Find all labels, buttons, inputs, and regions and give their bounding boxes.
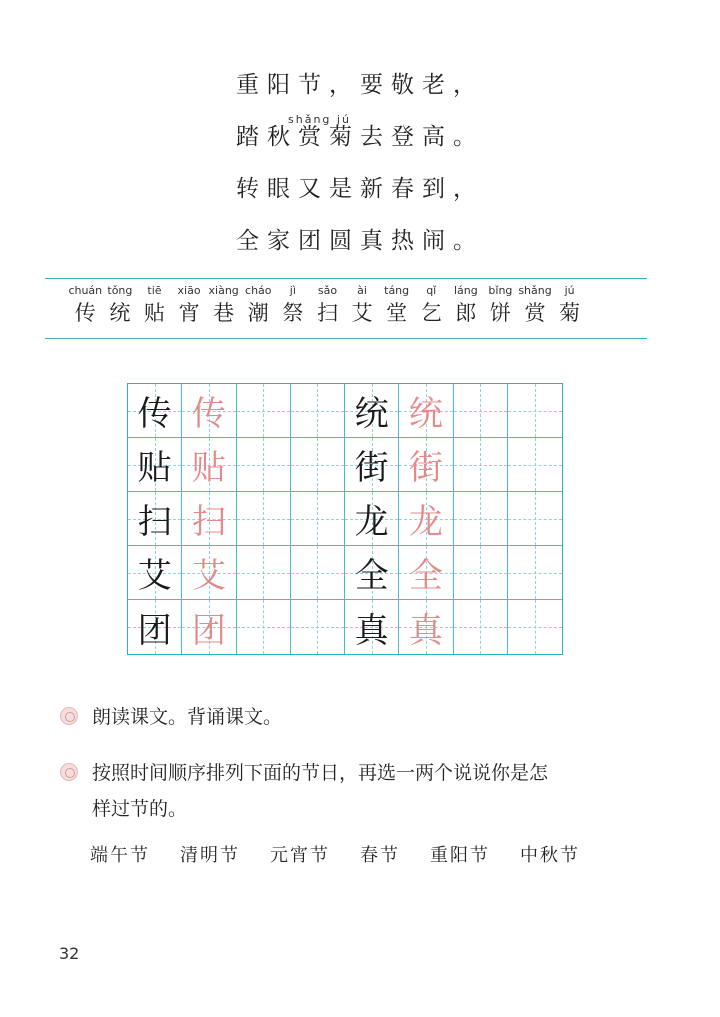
trace-character: 街 [408,448,443,488]
vocab-item [137,284,172,326]
model-character: 艾 [137,556,172,596]
holiday-list [90,841,610,867]
grid-cell [182,546,236,600]
grid-cell [508,438,562,492]
grid-cell [454,600,508,654]
vocab-hanzi: 潮 [247,301,269,325]
holiday-item: 中秋节 [520,845,580,866]
holiday-item: 端午节 [90,845,150,866]
exercise-bullet-icon [60,707,78,725]
grid-cell [128,600,182,654]
grid-cell [345,438,399,492]
grid-cell [128,492,182,546]
model-character: 贴 [137,448,172,488]
holiday-item: 清明节 [180,845,240,866]
vocab-hanzi: 饼 [489,301,511,325]
vocab-hanzi: 乞 [420,301,442,325]
vocab-top-rule [45,278,647,279]
grid-cell [237,600,291,654]
grid-cell [291,438,345,492]
vocab-item [449,284,484,326]
vocab-item [379,284,414,326]
grid-cell [128,384,182,438]
vocab-hanzi: 贴 [143,301,165,325]
vocab-hanzi: 堂 [386,301,408,325]
grid-cell [237,384,291,438]
grid-cell [182,384,236,438]
grid-cell [454,492,508,546]
trace-character: 传 [191,394,226,434]
trace-character: 扫 [191,502,226,542]
grid-cell [399,384,453,438]
exercise-2-line-1: 按照时间顺序排列下面的节日，再选一两个说说你是怎 [92,762,549,784]
holiday-item: 元宵节 [270,845,330,866]
vocab-item [310,284,345,326]
vocab-pinyin: cháo [245,284,272,297]
poem-line-1: 重阳节，要敬老， [236,72,484,98]
page-number: 32 [59,944,80,963]
vocab-pinyin: shǎng [518,284,552,297]
vocab-hanzi: 巷 [213,301,235,325]
grid-cell [345,384,399,438]
grid-cell [237,546,291,600]
model-character: 扫 [137,502,172,542]
vocab-item [206,284,241,326]
trace-character: 贴 [191,448,226,488]
trace-character: 真 [408,610,443,651]
grid-cell [399,546,453,600]
vocab-item [103,284,138,326]
vocab-item [241,284,276,326]
grid-cell [345,546,399,600]
vocab-item [552,284,587,326]
vocab-hanzi: 菊 [559,301,581,325]
model-character: 传 [137,394,172,434]
model-character: 统 [354,394,389,434]
vocab-pinyin: bǐng [488,284,513,297]
grid-cell [454,384,508,438]
vocab-item [518,284,553,326]
trace-character: 团 [191,610,226,651]
poem-line-3: 转眼又是新春到， [236,176,484,202]
grid-cell [182,492,236,546]
grid-cell [345,600,399,654]
grid-cell [508,546,562,600]
poem-line-2-pinyin: shǎng jú [288,113,351,126]
model-character: 真 [354,610,389,651]
vocab-pinyin: jú [564,284,575,297]
poem [236,70,496,278]
model-character: 全 [354,556,389,596]
vocab-pinyin: jì [289,284,296,297]
model-character: 团 [137,610,172,651]
vocab-pinyin: tiē [147,284,162,297]
grid-cell [237,492,291,546]
grid-cell [454,546,508,600]
exercise-2-line-2: 样过节的。 [92,798,188,820]
grid-cell [345,492,399,546]
poem-line-2: shǎng jú 踏秋赏菊去登高。 [236,122,496,174]
vocab-pinyin: táng [384,284,410,297]
writing-grid [127,383,563,655]
vocab-hanzi: 传 [74,301,96,325]
trace-character: 统 [408,394,443,434]
vocab-item [276,284,311,326]
grid-cell [399,492,453,546]
grid-cell [182,438,236,492]
vocab-item [172,284,207,326]
vocab-item [345,284,380,326]
vocab-list [68,284,587,326]
vocab-item [68,284,103,326]
model-character: 龙 [354,502,389,542]
grid-cell [291,600,345,654]
vocab-item [483,284,518,326]
grid-cell [399,600,453,654]
vocab-pinyin: láng [453,284,478,297]
grid-cell [399,438,453,492]
vocab-hanzi: 艾 [351,301,373,325]
vocab-pinyin: tǒng [107,284,133,297]
vocab-hanzi: 统 [109,301,131,325]
exercise-1-text: 朗读课文。背诵课文。 [92,706,283,728]
trace-character: 艾 [191,556,226,596]
vocab-item [414,284,449,326]
vocab-hanzi: 宵 [178,301,200,325]
grid-cell [508,600,562,654]
grid-cell [291,546,345,600]
grid-cell [291,384,345,438]
holiday-item: 春节 [360,845,400,866]
vocab-hanzi: 扫 [316,301,338,325]
vocab-pinyin: ài [357,284,367,297]
vocab-hanzi: 赏 [524,301,546,325]
holiday-item: 重阳节 [430,845,490,866]
vocab-bottom-rule [45,338,647,339]
poem-line-4: 全家团圆真热闹。 [236,228,484,254]
grid-cell [508,492,562,546]
vocab-hanzi: 祭 [282,301,304,325]
grid-cell [128,546,182,600]
vocab-pinyin: chuán [68,284,103,297]
vocab-pinyin: xiàng [208,284,239,297]
vocab-pinyin: sǎo [317,284,338,297]
grid-cell [182,600,236,654]
trace-character: 全 [408,556,443,596]
exercise-bullet-icon [60,763,78,781]
vocab-pinyin: qǐ [426,284,437,297]
grid-cell [237,438,291,492]
trace-character: 龙 [408,502,443,542]
vocab-hanzi: 郎 [455,301,477,325]
model-character: 街 [354,448,389,488]
grid-cell [128,438,182,492]
vocab-pinyin: xiāo [177,284,201,297]
grid-cell [508,384,562,438]
grid-cell [454,438,508,492]
grid-cell [291,492,345,546]
